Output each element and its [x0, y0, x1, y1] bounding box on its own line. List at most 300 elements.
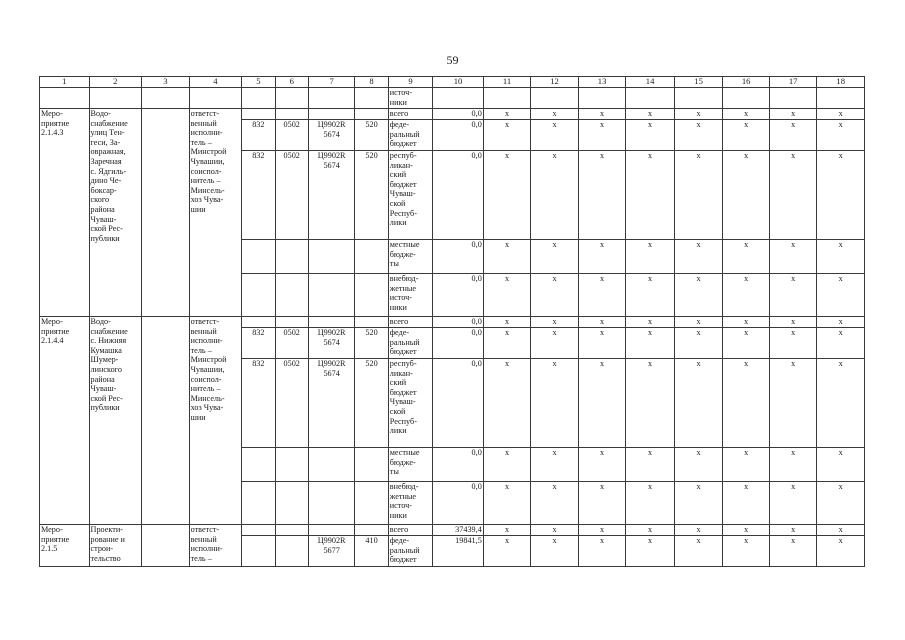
year-value-cell: [578, 151, 626, 240]
year-value-cell-line: x: [696, 274, 701, 283]
year-value-cell: [483, 328, 531, 359]
funding-source-cell: [388, 448, 432, 482]
amount-cell: [433, 328, 484, 359]
year-value-cell-line: x: [696, 536, 701, 545]
funding-source-cell-line: респуб-: [389, 151, 417, 160]
year-value-cell-line: x: [504, 151, 510, 160]
year-value-cell-line: x: [696, 317, 701, 326]
column-number-12: [531, 77, 579, 88]
funding-source-cell-line: местные: [389, 448, 420, 457]
year-value-cell-line: x: [648, 482, 653, 491]
code-target-cell: [308, 359, 355, 448]
funding-source-cell-line: жетные: [389, 283, 417, 293]
code-section-cell: [275, 328, 308, 359]
table-row: [40, 317, 865, 328]
year-value-cell-line: x: [791, 525, 796, 534]
event-number-cell-line: приятие: [41, 326, 70, 336]
executor-cell-line: нитель –: [190, 384, 221, 394]
funding-source-cell-line: бюджет: [389, 555, 417, 565]
code-target-cell-line: Ц9902R: [317, 536, 346, 545]
year-value-cell-line: x: [838, 448, 843, 457]
code-target-cell-line: 5674: [323, 337, 340, 347]
code-section-cell: [275, 359, 308, 448]
funding-source-cell-line: бюджет: [389, 347, 417, 357]
year-value-cell: [817, 525, 865, 536]
code-grbs-cell: [242, 317, 275, 328]
column-number-4-line: 4: [213, 76, 218, 86]
event-name-cell-line: тельство: [90, 553, 121, 563]
funding-source-cell-line: Чуваш-: [389, 189, 416, 199]
year-value-cell-line: x: [552, 536, 557, 545]
event-number-cell-line: приятие: [41, 534, 70, 544]
year-value-cell-line: x: [791, 240, 796, 249]
year-value-cell-line: x: [504, 359, 510, 368]
funding-source-cell: [388, 151, 432, 240]
year-value-cell: [483, 151, 531, 240]
code-target-cell-line: 5677: [323, 545, 340, 555]
year-value-cell: [626, 151, 675, 240]
code-grbs-cell-line: 832: [252, 328, 265, 337]
year-value-cell: [531, 359, 579, 448]
year-value-cell: [483, 240, 531, 274]
year-value-cell-line: x: [552, 151, 557, 160]
event-name-cell-line: улиц Тен-: [90, 128, 125, 138]
year-value-cell-line: x: [600, 274, 605, 283]
executor-cell-line: соиспол-: [190, 166, 222, 176]
column-number-5-line: 5: [256, 76, 261, 86]
code-target-cell-line: Ц9902R: [317, 151, 346, 160]
year-value-cell-line: x: [838, 317, 843, 326]
executor-cell-line: Минсель-: [190, 393, 225, 403]
year-value-cell: [626, 240, 675, 274]
year-value-cell: [769, 482, 817, 525]
column-number-16: [723, 77, 770, 88]
column-number-14-line: 14: [645, 76, 655, 86]
column-number-8: [355, 77, 388, 88]
funding-source-cell-line: Респуб-: [389, 416, 417, 426]
executor-cell: [189, 109, 242, 317]
funding-source-cell-line: бюджет: [389, 179, 417, 189]
year-value-cell-line: x: [744, 525, 749, 534]
funding-source-cell-line: местные: [389, 240, 420, 249]
year-value-cell: [723, 359, 770, 448]
funding-source-cell-line: ральный: [389, 545, 420, 555]
year-value-cell-line: x: [744, 359, 749, 368]
year-value-cell: [674, 109, 723, 120]
event-name-cell-line: строи-: [90, 544, 114, 554]
year-value-cell-line: x: [696, 240, 701, 249]
code-grbs-cell-line: 832: [252, 359, 265, 368]
funding-source-cell-line: ской: [389, 198, 406, 208]
column-number-row: [40, 77, 865, 88]
event-name-cell: [89, 109, 142, 317]
year-value-cell: [531, 240, 579, 274]
code-grbs-cell: [242, 525, 275, 536]
year-value-cell-line: x: [648, 317, 653, 326]
code-section-cell: [275, 109, 308, 120]
code-grbs-cell: [242, 448, 275, 482]
year-value-cell-line: x: [552, 525, 557, 534]
year-value-cell: [531, 151, 579, 240]
amount-cell-line: 0,0: [471, 359, 482, 368]
empty-cell: [142, 317, 190, 525]
year-value-cell: [817, 274, 865, 317]
year-value-cell-line: x: [744, 274, 749, 283]
code-grbs-cell: [242, 274, 275, 317]
table-row: [40, 525, 865, 536]
empty-cell: [142, 525, 190, 567]
year-value-cell: [626, 274, 675, 317]
funding-source-cell-line: лики: [389, 426, 407, 436]
event-name-cell-line: дино Че-: [90, 176, 122, 186]
year-value-cell: [531, 328, 579, 359]
code-grbs-cell: [242, 328, 275, 359]
empty-cell: [308, 88, 355, 109]
empty-cell: [355, 88, 388, 109]
year-value-cell: [578, 482, 626, 525]
year-value-cell-line: x: [600, 448, 605, 457]
funding-source-cell-line: всего: [389, 109, 409, 118]
executor-cell-line: ответст-: [190, 317, 220, 326]
year-value-cell: [578, 240, 626, 274]
year-value-cell: [817, 151, 865, 240]
code-target-cell: [308, 151, 355, 240]
year-value-cell-line: x: [744, 482, 749, 491]
year-value-cell-line: x: [504, 274, 510, 283]
code-expense-type-cell: [355, 328, 388, 359]
year-value-cell-line: x: [552, 448, 557, 457]
year-value-cell-line: x: [791, 448, 796, 457]
year-value-cell: [578, 120, 626, 151]
event-name-cell: [89, 317, 142, 525]
year-value-cell: [817, 482, 865, 525]
funding-source-cell-line: ники: [389, 97, 407, 107]
empty-cell: [531, 88, 579, 109]
column-number-18-line: 18: [836, 76, 845, 86]
year-value-cell: [674, 151, 723, 240]
year-value-cell-line: x: [600, 317, 605, 326]
year-value-cell-line: x: [600, 120, 605, 129]
code-grbs-cell: [242, 482, 275, 525]
code-expense-type-cell: [355, 525, 388, 536]
event-number-cell-line: приятие: [41, 118, 70, 128]
year-value-cell: [626, 525, 675, 536]
year-value-cell-line: x: [696, 151, 701, 160]
year-value-cell: [723, 120, 770, 151]
year-value-cell: [723, 151, 770, 240]
code-section-cell: [275, 274, 308, 317]
funding-source-cell-line: ты: [389, 467, 399, 477]
code-section-cell: [275, 151, 308, 240]
year-value-cell: [483, 448, 531, 482]
funding-source-cell-line: всего: [389, 525, 409, 534]
executor-cell-line: тель –: [190, 137, 212, 147]
year-value-cell-line: x: [791, 274, 796, 283]
code-section-cell-line: 0502: [283, 120, 300, 129]
year-value-cell-line: x: [504, 240, 510, 249]
year-value-cell: [769, 240, 817, 274]
year-value-cell: [483, 482, 531, 525]
year-value-cell: [626, 536, 675, 567]
year-value-cell: [626, 482, 675, 525]
year-value-cell: [674, 525, 723, 536]
year-value-cell-line: x: [696, 109, 701, 118]
amount-cell-line: 37439,4: [455, 525, 482, 534]
funding-source-cell: [388, 359, 432, 448]
year-value-cell: [817, 120, 865, 151]
year-value-cell: [674, 274, 723, 317]
empty-cell: [275, 88, 308, 109]
year-value-cell-line: x: [838, 151, 843, 160]
year-value-cell-line: x: [648, 274, 653, 283]
code-target-cell: [308, 536, 355, 567]
executor-cell-line: шии: [190, 412, 206, 422]
event-name-cell-line: Кумашка: [90, 345, 122, 355]
year-value-cell: [769, 525, 817, 536]
executor-cell-line: соиспол-: [190, 374, 222, 384]
code-expense-type-cell: [355, 120, 388, 151]
year-value-cell-line: x: [504, 525, 510, 534]
empty-cell: [89, 88, 142, 109]
code-section-cell: [275, 482, 308, 525]
year-value-cell: [674, 120, 723, 151]
event-name-cell-line: района: [90, 374, 115, 384]
year-value-cell: [578, 359, 626, 448]
executor-cell-line: тель –: [190, 345, 212, 355]
code-section-cell: [275, 317, 308, 328]
year-value-cell-line: x: [791, 317, 796, 326]
code-target-cell: [308, 328, 355, 359]
year-value-cell-line: x: [838, 536, 843, 545]
code-section-cell: [275, 240, 308, 274]
empty-cell: [723, 88, 770, 109]
code-grbs-cell: [242, 120, 275, 151]
year-value-cell-line: x: [838, 274, 843, 283]
year-value-cell: [769, 151, 817, 240]
code-grbs-cell-line: 832: [252, 120, 265, 129]
amount-cell: [433, 359, 484, 448]
empty-cell: [189, 88, 242, 109]
empty-cell: [142, 88, 190, 109]
executor-cell-line: нитель –: [190, 176, 221, 186]
event-name-cell-line: боксар-: [90, 185, 117, 195]
column-number-13: [578, 77, 626, 88]
year-value-cell: [578, 536, 626, 567]
empty-cell: [674, 88, 723, 109]
year-value-cell: [723, 536, 770, 567]
event-name-cell-line: ской Рес-: [90, 224, 123, 234]
column-number-7-line: 7: [329, 76, 334, 86]
event-number-cell-line: Меро-: [41, 109, 63, 118]
funding-source-cell-line: источ-: [389, 501, 412, 511]
year-value-cell-line: x: [648, 120, 653, 129]
code-section-cell: [275, 448, 308, 482]
year-value-cell: [483, 274, 531, 317]
year-value-cell-line: x: [696, 482, 701, 491]
event-number-cell: [40, 317, 90, 525]
executor-cell-line: ответст-: [190, 525, 220, 534]
funding-source-cell-line: ской: [389, 406, 406, 416]
event-name-cell-line: снабжение: [90, 118, 128, 128]
year-value-cell: [578, 525, 626, 536]
code-target-cell: [308, 448, 355, 482]
code-target-cell: [308, 482, 355, 525]
year-value-cell-line: x: [648, 536, 653, 545]
year-value-cell-line: x: [744, 109, 749, 118]
code-grbs-cell: [242, 359, 275, 448]
year-value-cell: [531, 536, 579, 567]
funding-source-cell-line: Чуваш-: [389, 397, 416, 407]
empty-cell: [433, 88, 484, 109]
year-value-cell-line: x: [838, 328, 843, 337]
event-name-cell-line: района: [90, 204, 115, 214]
code-expense-type-cell: [355, 109, 388, 120]
year-value-cell-line: x: [600, 240, 605, 249]
year-value-cell-line: x: [600, 482, 605, 491]
executor-cell-line: шии: [190, 204, 206, 214]
funding-source-cell-line: ники: [389, 302, 407, 312]
code-target-cell: [308, 274, 355, 317]
event-name-cell-line: ского: [90, 195, 110, 205]
year-value-cell-line: x: [744, 536, 749, 545]
year-value-cell-line: x: [552, 317, 557, 326]
empty-cell: [142, 109, 190, 317]
event-name-cell-line: Водо-: [90, 317, 111, 326]
funding-source-cell-line: внебюд-: [389, 274, 419, 283]
year-value-cell-line: x: [552, 240, 557, 249]
year-value-cell-line: x: [648, 240, 653, 249]
year-value-cell: [723, 274, 770, 317]
executor-cell-line: Минстрой: [190, 147, 227, 157]
funding-source-cell-line: всего: [389, 317, 409, 326]
code-expense-type-cell: [355, 317, 388, 328]
funding-source-cell-line: ральный: [389, 129, 420, 139]
year-value-cell: [578, 328, 626, 359]
year-value-cell: [626, 448, 675, 482]
column-number-1-line: 1: [62, 76, 67, 86]
amount-cell-line: 0,0: [471, 120, 482, 129]
funding-source-cell-line: бюдже-: [389, 249, 416, 259]
year-value-cell-line: x: [838, 109, 843, 118]
year-value-cell: [769, 120, 817, 151]
year-value-cell-line: x: [600, 525, 605, 534]
event-name-cell-line: Заречная: [90, 156, 122, 166]
year-value-cell-line: x: [600, 536, 605, 545]
event-number-cell-line: Меро-: [41, 525, 63, 534]
funding-source-cell-line: ральный: [389, 337, 420, 347]
event-name-cell-line: снабжение: [90, 326, 128, 336]
year-value-cell-line: x: [791, 359, 796, 368]
year-value-cell: [531, 525, 579, 536]
event-number-cell-line: 2.1.5: [41, 544, 58, 554]
column-number-14: [626, 77, 675, 88]
year-value-cell: [483, 120, 531, 151]
year-value-cell-line: x: [696, 448, 701, 457]
funding-source-cell-line: источ-: [389, 88, 412, 97]
year-value-cell-line: x: [744, 151, 749, 160]
year-value-cell: [483, 317, 531, 328]
year-value-cell-line: x: [552, 359, 557, 368]
funding-source-cell-line: лики: [389, 218, 407, 228]
funding-source-cell: [388, 120, 432, 151]
column-number-17: [769, 77, 817, 88]
amount-cell: [433, 240, 484, 274]
year-value-cell-line: x: [552, 120, 557, 129]
year-value-cell-line: x: [504, 120, 510, 129]
funding-source-cell: [388, 109, 432, 120]
funding-source-cell-line: феде-: [389, 328, 410, 337]
empty-cell: [242, 88, 275, 109]
amount-cell-line: 0,0: [471, 317, 482, 326]
code-target-cell: [308, 109, 355, 120]
executor-cell-line: Минстрой: [190, 355, 227, 365]
column-number-18: [817, 77, 865, 88]
year-value-cell-line: x: [791, 536, 796, 545]
year-value-cell-line: x: [648, 359, 653, 368]
funding-source-cell: [388, 328, 432, 359]
event-name-cell-line: с. Нижняя: [90, 336, 127, 346]
year-value-cell: [578, 274, 626, 317]
event-number-cell-line: Меро-: [41, 317, 63, 326]
year-value-cell-line: x: [552, 274, 557, 283]
year-value-cell: [626, 328, 675, 359]
column-number-8-line: 8: [369, 76, 374, 86]
year-value-cell-line: x: [791, 151, 796, 160]
event-name-cell-line: с. Ядгиль-: [90, 166, 127, 176]
column-number-2-line: 2: [113, 76, 118, 86]
executor-cell-line: хоз Чува-: [190, 403, 224, 413]
column-number-4: [189, 77, 242, 88]
year-value-cell: [769, 274, 817, 317]
funding-source-cell-line: феде-: [389, 120, 410, 129]
executor-cell-line: исполни-: [190, 544, 223, 554]
funding-source-cell-line: ты: [389, 259, 399, 269]
year-value-cell-line: x: [791, 328, 796, 337]
column-number-9: [388, 77, 432, 88]
code-expense-type-cell: [355, 151, 388, 240]
funding-source-cell: [388, 88, 432, 109]
amount-cell: [433, 120, 484, 151]
year-value-cell: [626, 359, 675, 448]
executor-cell-line: исполни-: [190, 336, 223, 346]
year-value-cell: [723, 317, 770, 328]
amount-cell: [433, 448, 484, 482]
year-value-cell: [626, 109, 675, 120]
amount-cell: [433, 151, 484, 240]
funding-source-cell-line: ники: [389, 510, 407, 520]
year-value-cell: [723, 109, 770, 120]
code-target-cell: [308, 240, 355, 274]
amount-cell-line: 19841,5: [455, 536, 482, 545]
empty-cell: [483, 88, 531, 109]
year-value-cell: [817, 328, 865, 359]
year-value-cell: [674, 448, 723, 482]
year-value-cell-line: x: [838, 482, 843, 491]
amount-cell-line: 0,0: [471, 328, 482, 337]
executor-cell: [189, 525, 242, 567]
funding-source-cell: [388, 482, 432, 525]
funding-source-cell-line: ликан-: [389, 368, 413, 378]
column-number-12-line: 12: [550, 76, 559, 86]
code-target-cell-line: Ц9902R: [317, 359, 346, 368]
code-section-cell-line: 0502: [283, 328, 300, 337]
year-value-cell-line: x: [744, 448, 749, 457]
year-value-cell-line: x: [648, 328, 653, 337]
year-value-cell: [723, 328, 770, 359]
year-value-cell-line: x: [600, 359, 605, 368]
event-name-cell-line: геси, За-: [90, 137, 121, 147]
event-name-cell-line: Проекти-: [90, 525, 123, 534]
